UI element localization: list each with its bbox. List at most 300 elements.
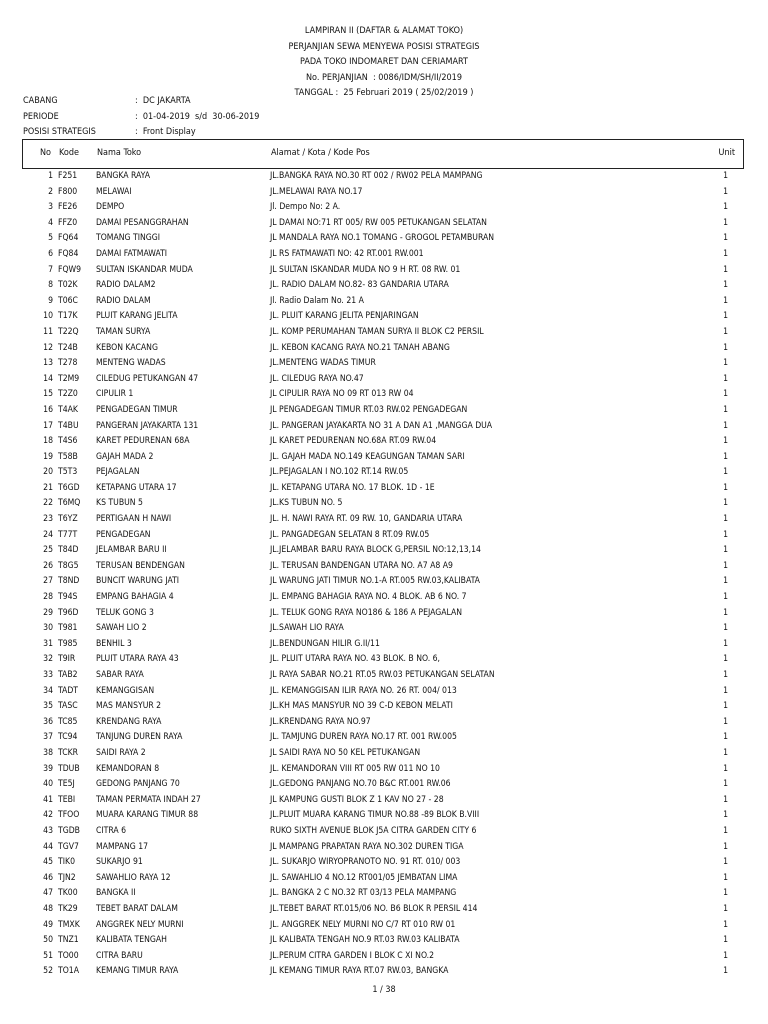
cell-kode: T96D [58, 607, 79, 618]
table-row [22, 419, 744, 435]
cell-unit: 1 [723, 514, 728, 525]
cell-kode: T985 [58, 638, 78, 649]
table-row [22, 886, 744, 902]
cell-alamat: JL. BANGKA 2 C NO.32 RT 03/13 PELA MAMPANG [270, 888, 457, 899]
cell-alamat: JL. EMPANG BAHAGIA RAYA NO. 4 BLOK. AB 6 NO. 7 [270, 592, 467, 603]
cell-nama: MAMPANG 17 [96, 841, 149, 852]
cell-alamat: JL DAMAI NO:71 RT 005/ RW 005 PETUKANGAN SELATAN [270, 217, 487, 228]
table-row [22, 918, 744, 934]
cell-kode: TIK0 [58, 857, 75, 868]
cell-alamat: JL. KETAPANG UTARA NO. 17 BLOK. 1D - 1E [270, 482, 435, 493]
cell-nama: SULTAN ISKANDAR MUDA [96, 264, 193, 275]
cell-nama: JELAMBAR BARU II [96, 545, 167, 556]
cell-no: 4 [48, 217, 53, 228]
cell-no: 14 [43, 373, 53, 384]
cell-no: 1 [48, 171, 53, 181]
periode-value: : 01-04-2019 s/d 30-06-2019 [135, 111, 260, 122]
cell-nama: KEBON KACANG [96, 342, 158, 353]
cell-alamat: JL.KS TUBUN NO. 5 [270, 498, 343, 509]
cell-no: 12 [43, 342, 53, 353]
document-header [0, 24, 768, 102]
cell-no: 19 [43, 451, 53, 462]
table-row [22, 762, 744, 778]
cell-unit: 1 [723, 825, 728, 836]
table-row [22, 668, 744, 684]
cell-unit: 1 [723, 202, 728, 213]
cell-nama: TANJUNG DUREN RAYA [96, 732, 183, 743]
table-row [22, 481, 744, 497]
cell-alamat: JL. KEMANDORAN VIII RT 005 RW 011 NO 10 [270, 763, 440, 774]
table-row [22, 699, 744, 715]
cell-alamat: JL.PLUIT MUARA KARANG TIMUR NO.88 -89 BLOK B.VIII [270, 810, 480, 821]
cell-nama: MELAWAI [96, 186, 132, 197]
cell-no: 27 [43, 576, 53, 587]
table-row [22, 621, 744, 637]
table-row [22, 434, 744, 450]
cell-no: 46 [43, 872, 53, 883]
cell-alamat: JL. ANGGREK NELY MURNI NO C/7 RT 010 RW 01 [270, 919, 456, 930]
cell-alamat: JL KAMPUNG GUSTI BLOK Z 1 KAV NO 27 - 28 [270, 794, 444, 805]
cell-kode: TDUB [58, 763, 80, 774]
cell-unit: 1 [723, 794, 728, 805]
cell-kode: T94S [58, 592, 78, 603]
cell-no: 13 [43, 358, 53, 369]
cell-alamat: JL.TEBET BARAT RT.015/06 NO. B6 BLOK R PERSIL 414 [270, 903, 478, 914]
cell-nama: KARET PEDURENAN 68A [96, 436, 190, 447]
cell-kode: T8G5 [58, 560, 79, 571]
cell-alamat: JL KARET PEDURENAN NO.68A RT.09 RW.04 [270, 436, 437, 447]
cell-unit: 1 [723, 716, 728, 727]
cell-no: 15 [43, 389, 53, 400]
cell-unit: 1 [723, 373, 728, 384]
cell-unit: 1 [723, 841, 728, 852]
cell-unit: 1 [723, 545, 728, 556]
cell-unit: 1 [723, 872, 728, 883]
cell-nama: PENGADEGAN TIMUR [96, 404, 178, 415]
cell-alamat: JL KALIBATA TENGAH NO.9 RT.03 RW.03 KALIBATA [270, 935, 460, 946]
cell-kode: FQ84 [58, 248, 79, 259]
cell-nama: GAJAH MADA 2 [96, 451, 154, 462]
cell-kode: TC85 [58, 716, 78, 727]
cell-kode: T77T [58, 529, 78, 540]
cell-alamat: JL.MELAWAI RAYA NO.17 [270, 186, 363, 197]
cell-kode: TJN2 [58, 872, 76, 883]
header-nama: Nama Toko [97, 148, 142, 158]
table-row [22, 185, 744, 201]
cell-no: 25 [43, 545, 53, 556]
cell-nama: DAMAI PESANGGRAHAN [96, 217, 189, 228]
cell-unit: 1 [723, 467, 728, 478]
cell-alamat: JL.PEJAGALAN I NO.102 RT.14 RW.05 [270, 467, 409, 478]
cell-unit: 1 [723, 732, 728, 743]
cell-unit: 1 [723, 389, 728, 400]
cell-no: 18 [43, 436, 53, 447]
cell-nama: KEMANGGISAN [96, 685, 155, 696]
cell-alamat: JL. TERUSAN BANDENGAN UTARA NO. A7 A8 A9 [270, 560, 453, 571]
cell-kode: T4AK [58, 404, 78, 415]
cell-unit: 1 [723, 248, 728, 259]
periode-label: PERIODE [23, 111, 59, 122]
table-row [22, 793, 744, 809]
cell-alamat: JL. SAWAHLIO 4 NO.12 RT001/05 JEMBATAN LIMA [270, 872, 458, 883]
table-row [22, 465, 744, 481]
page-number: 1 / 38 [372, 985, 396, 995]
cell-no: 30 [43, 623, 53, 634]
cell-alamat: JL.KH MAS MANSYUR NO 39 C-D KEBON MELATI [270, 701, 453, 712]
cell-no: 48 [43, 903, 53, 914]
cell-nama: PENGADEGAN [96, 529, 151, 540]
cell-kode: T981 [58, 623, 78, 634]
cell-unit: 1 [723, 779, 728, 790]
cell-alamat: JL. KEMANGGISAN ILIR RAYA NO. 26 RT. 004/ 013 [270, 685, 457, 696]
cell-kode: TADT [58, 685, 79, 696]
cell-kode: T06C [58, 295, 78, 306]
cell-kode: TK29 [58, 903, 78, 914]
table-row [22, 403, 744, 419]
cell-kode: TE5J [58, 779, 75, 790]
cell-nama: TAMAN PERMATA INDAH 27 [96, 794, 201, 805]
cell-kode: T22Q [58, 326, 79, 337]
cell-nama: KETAPANG UTARA 17 [96, 482, 177, 493]
cell-unit: 1 [723, 326, 728, 337]
header-kode: Kode [59, 148, 79, 158]
store-table [22, 139, 744, 980]
cell-alamat: JL. GAJAH MADA NO.149 KEAGUNGAN TAMAN SARI [270, 451, 465, 462]
cell-no: 45 [43, 857, 53, 868]
cell-nama: CIPULIR 1 [96, 389, 134, 400]
cell-unit: 1 [723, 623, 728, 634]
cell-no: 9 [48, 295, 53, 306]
cell-no: 33 [43, 670, 53, 680]
header-unit: Unit [718, 148, 735, 158]
table-row [22, 964, 744, 980]
cell-unit: 1 [723, 638, 728, 649]
table-row [22, 684, 744, 700]
table-row [22, 372, 744, 388]
cell-unit: 1 [723, 451, 728, 462]
cell-kode: F251 [58, 171, 78, 181]
cell-nama: SAIDI RAYA 2 [96, 747, 146, 758]
cell-kode: TNZ1 [58, 935, 79, 946]
cell-unit: 1 [723, 592, 728, 603]
table-row [22, 512, 744, 528]
cell-alamat: JL. PANGERAN JAYAKARTA NO 31 A DAN A1 ,MANGGA DUA [270, 420, 493, 431]
cell-unit: 1 [723, 560, 728, 571]
cell-nama: MAS MANSYUR 2 [96, 701, 162, 712]
cell-alamat: JL. PANGADEGAN SELATAN 8 RT.09 RW.05 [270, 529, 430, 540]
cell-kode: T24B [58, 342, 78, 353]
table-row [22, 559, 744, 575]
cell-nama: KRENDANG RAYA [96, 716, 162, 727]
cell-no: 32 [43, 654, 53, 665]
table-row [22, 746, 744, 762]
table-row [22, 356, 744, 372]
cell-alamat: JL. CILEDUG RAYA NO.47 [270, 373, 364, 384]
cell-nama: CITRA BARU [96, 950, 143, 961]
cabang-value: : DC JAKARTA [135, 96, 191, 106]
cell-alamat: JL. PLUIT KARANG JELITA PENJARINGAN [270, 311, 419, 322]
cell-unit: 1 [723, 529, 728, 540]
table-row [22, 808, 744, 824]
cell-kode: TAB2 [58, 670, 78, 680]
cell-kode: FFZ0 [58, 217, 78, 228]
cell-kode: T17K [58, 311, 78, 322]
table-row [22, 949, 744, 965]
cell-unit: 1 [723, 935, 728, 946]
table-row [22, 450, 744, 466]
cell-unit: 1 [723, 217, 728, 228]
cell-unit: 1 [723, 654, 728, 665]
cell-no: 52 [43, 966, 53, 977]
cell-kode: TEBI [58, 794, 76, 805]
cell-no: 16 [43, 404, 53, 415]
cell-unit: 1 [723, 264, 728, 275]
cell-nama: PERTIGAAN H NAWI [96, 514, 172, 525]
cell-unit: 1 [723, 233, 728, 244]
cell-kode: T6GD [58, 482, 80, 493]
cell-unit: 1 [723, 342, 728, 353]
cell-no: 8 [48, 280, 53, 291]
cell-nama: EMPANG BAHAGIA 4 [96, 592, 174, 603]
cell-unit: 1 [723, 810, 728, 821]
cell-nama: GEDONG PANJANG 70 [96, 779, 180, 790]
cell-unit: 1 [723, 311, 728, 322]
cell-kode: TO1A [58, 966, 80, 977]
cell-kode: TC94 [58, 732, 78, 743]
cell-kode: TK00 [58, 888, 78, 899]
table-row [22, 496, 744, 512]
table-row [22, 325, 744, 341]
cell-kode: TO00 [58, 950, 79, 961]
cell-no: 7 [48, 264, 53, 275]
cell-kode: TASC [58, 701, 78, 712]
cell-no: 34 [43, 685, 53, 696]
table-row [22, 652, 744, 668]
cell-kode: TMXK [58, 919, 80, 930]
cell-nama: PLUIT KARANG JELITA [96, 311, 178, 322]
cell-alamat: JL CIPULIR RAYA NO 09 RT 013 RW 04 [270, 389, 414, 400]
cell-no: 24 [43, 529, 53, 540]
table-row [22, 715, 744, 731]
cell-unit: 1 [723, 670, 728, 680]
cell-no: 21 [43, 482, 53, 493]
cell-alamat: JL. RADIO DALAM NO.82- 83 GANDARIA UTARA [270, 280, 449, 291]
cell-alamat: Jl. Radio Dalam No. 21 A [270, 295, 364, 306]
cell-nama: TOMANG TINGGI [96, 233, 161, 244]
cell-kode: T02K [58, 280, 78, 291]
table-row [22, 606, 744, 622]
cell-no: 2 [48, 186, 53, 197]
cell-alamat: RUKO SIXTH AVENUE BLOK J5A CITRA GARDEN CITY 6 [270, 825, 477, 836]
cell-alamat: JL.SAWAH LIO RAYA [270, 623, 344, 634]
cell-no: 6 [48, 248, 53, 259]
cell-nama: SUKARJO 91 [96, 857, 143, 868]
cell-kode: TGV7 [58, 841, 79, 852]
table-row [22, 341, 744, 357]
cell-nama: BUNCIT WARUNG JATI [96, 576, 180, 587]
table-row [22, 200, 744, 216]
cell-kode: F800 [58, 186, 78, 197]
cabang-label: CABANG [23, 96, 58, 106]
cell-no: 42 [43, 810, 53, 821]
cell-no: 23 [43, 514, 53, 525]
cell-unit: 1 [723, 186, 728, 197]
cell-nama: RADIO DALAM [96, 295, 151, 306]
cell-alamat: JL.JELAMBAR BARU RAYA BLOCK G,PERSIL NO:12,13,14 [270, 545, 481, 556]
cell-no: 11 [43, 326, 53, 337]
cell-nama: TERUSAN BENDENGAN [96, 560, 185, 571]
cell-alamat: JL. TELUK GONG RAYA NO186 & 186 A PEJAGALAN [270, 607, 463, 618]
header-store: PADA TOKO INDOMARET DAN CERIAMART [300, 57, 468, 67]
cell-alamat: JL.GEDONG PANJANG NO.70 B&C RT.001 RW.06 [270, 779, 451, 790]
table-row [22, 574, 744, 590]
cell-unit: 1 [723, 950, 728, 961]
table-row [22, 730, 744, 746]
cell-nama: MUARA KARANG TIMUR 88 [96, 810, 199, 821]
cell-nama: TELUK GONG 3 [96, 607, 154, 618]
cell-nama: BENHIL 3 [96, 638, 132, 649]
cell-unit: 1 [723, 404, 728, 415]
cell-kode: FQ64 [58, 233, 79, 244]
cell-nama: DEMPO [96, 202, 125, 213]
cell-alamat: Jl. Dempo No: 2 A. [270, 202, 341, 213]
cell-unit: 1 [723, 436, 728, 447]
cell-alamat: JL. KEBON KACANG RAYA NO.21 TANAH ABANG [270, 342, 450, 353]
cell-unit: 1 [723, 857, 728, 868]
cell-nama: KEMANDORAN 8 [96, 763, 160, 774]
cell-nama: DAMAI FATMAWATI [96, 248, 168, 259]
table-row [22, 824, 744, 840]
cell-kode: T278 [58, 358, 78, 369]
table-row [22, 247, 744, 263]
cell-no: 10 [43, 311, 53, 322]
cell-unit: 1 [723, 171, 728, 181]
cell-no: 49 [43, 919, 53, 930]
header-agreement: PERJANJIAN SEWA MENYEWA POSISI STRATEGIS [288, 41, 480, 52]
table-header [22, 139, 744, 169]
cell-alamat: JL SULTAN ISKANDAR MUDA NO 9 H RT. 08 RW. 01 [270, 264, 461, 275]
cell-kode: TCKR [58, 747, 79, 758]
cell-alamat: JL WARUNG JATI TIMUR NO.1-A RT.005 RW.03,KALIBATA [270, 576, 480, 587]
table-row [22, 933, 744, 949]
cell-alamat: JL.MENTENG WADAS TIMUR [270, 358, 376, 369]
cell-unit: 1 [723, 482, 728, 493]
cell-no: 26 [43, 560, 53, 571]
cell-kode: T9IR [58, 654, 76, 665]
cell-nama: CITRA 6 [96, 825, 127, 836]
cell-no: 20 [43, 467, 53, 478]
cell-no: 40 [43, 779, 53, 790]
cell-kode: T2M9 [58, 373, 80, 384]
cell-unit: 1 [723, 763, 728, 774]
table-row [22, 263, 744, 279]
cell-kode: FQW9 [58, 264, 82, 275]
cell-alamat: JL. H. NAWI RAYA RT. 09 RW. 10, GANDARIA UTARA [270, 514, 463, 525]
cell-no: 51 [43, 950, 53, 961]
cell-alamat: JL. SUKARJO WIRYOPRANOTO NO. 91 RT. 010/ 003 [270, 857, 461, 868]
cell-alamat: JL.KRENDANG RAYA NO.97 [270, 716, 371, 727]
cell-nama: PANGERAN JAYAKARTA 131 [96, 420, 199, 431]
cell-nama: BANGKA RAYA [96, 171, 151, 181]
cell-no: 39 [43, 763, 53, 774]
cell-alamat: JL KEMANG TIMUR RAYA RT.07 RW.03, BANGKA [270, 966, 449, 977]
cell-kode: T8ND [58, 576, 80, 587]
table-row [22, 637, 744, 653]
cell-nama: PLUIT UTARA RAYA 43 [96, 654, 179, 665]
cell-unit: 1 [723, 888, 728, 899]
cell-no: 47 [43, 888, 53, 899]
cell-unit: 1 [723, 747, 728, 758]
cell-no: 38 [43, 747, 53, 758]
cell-alamat: JL. PLUIT UTARA RAYA NO. 43 BLOK. B NO. 6, [270, 654, 440, 665]
cell-kode: T84D [58, 545, 79, 556]
cell-nama: BANGKA II [96, 888, 136, 899]
cell-unit: 1 [723, 919, 728, 930]
table-row [22, 387, 744, 403]
cell-nama: SABAR RAYA [96, 670, 144, 680]
cell-nama: KALIBATA TENGAH [96, 935, 167, 946]
cell-unit: 1 [723, 295, 728, 306]
cell-no: 31 [43, 638, 53, 649]
cell-kode: T2Z0 [58, 389, 78, 400]
cell-alamat: JL PENGADEGAN TIMUR RT.03 RW.02 PENGADEGAN [270, 404, 468, 415]
cell-nama: KS TUBUN 5 [96, 498, 143, 509]
header-title: LAMPIRAN II (DAFTAR & ALAMAT TOKO) [304, 26, 464, 36]
table-row [22, 231, 744, 247]
cell-no: 17 [43, 420, 53, 431]
cell-no: 22 [43, 498, 53, 509]
cell-unit: 1 [723, 420, 728, 431]
table-row [22, 871, 744, 887]
cell-nama: ANGGREK NELY MURNI [96, 919, 184, 930]
cell-nama: SAWAHLIO RAYA 12 [96, 872, 171, 883]
cell-kode: T5T3 [58, 467, 78, 478]
cell-alamat: JL SAIDI RAYA NO 50 KEL PETUKANGAN [270, 747, 421, 758]
header-agreement-number: No. PERJANJIAN : 0086/IDM/SH/II/2019 [306, 72, 462, 83]
cell-alamat: JL.PERUM CITRA GARDEN I BLOK C XI NO.2 [270, 950, 435, 961]
header-date: TANGGAL : 25 Februari 2019 ( 25/02/2019 ) [294, 88, 474, 98]
cell-nama: TAMAN SURYA [96, 326, 151, 337]
table-row [22, 590, 744, 606]
cell-no: 29 [43, 607, 53, 618]
cell-unit: 1 [723, 607, 728, 618]
cell-unit: 1 [723, 576, 728, 587]
cell-no: 36 [43, 716, 53, 727]
table-row [22, 528, 744, 544]
table-row [22, 840, 744, 856]
table-row [22, 855, 744, 871]
cell-alamat: JL. TAMJUNG DUREN RAYA NO.17 RT. 001 RW.005 [270, 732, 457, 743]
cell-alamat: JL.BENDUNGAN HILIR G.II/11 [270, 638, 380, 649]
cell-unit: 1 [723, 358, 728, 369]
posisi-value: : Front Display [135, 127, 196, 137]
table-row [22, 902, 744, 918]
table-body [22, 169, 744, 980]
header-no: No [40, 148, 52, 158]
cell-kode: TGDB [58, 825, 80, 836]
cell-alamat: JL MAMPANG PRAPATAN RAYA NO.302 DUREN TIGA [270, 841, 464, 852]
table-row [22, 278, 744, 294]
cell-kode: T4S6 [58, 436, 78, 447]
table-row [22, 309, 744, 325]
posisi-label: POSISI STRATEGIS [23, 127, 96, 137]
cell-unit: 1 [723, 280, 728, 291]
cell-nama: TEBET BARAT DALAM [96, 903, 178, 914]
cell-alamat: JL.BANGKA RAYA NO.30 RT 002 / RW02 PELA MAMPANG [270, 171, 483, 181]
table-row [22, 294, 744, 310]
cell-alamat: JL. KOMP PERUMAHAN TAMAN SURYA II BLOK C2 PERSIL [270, 326, 484, 337]
cell-nama: PEJAGALAN [96, 467, 140, 478]
